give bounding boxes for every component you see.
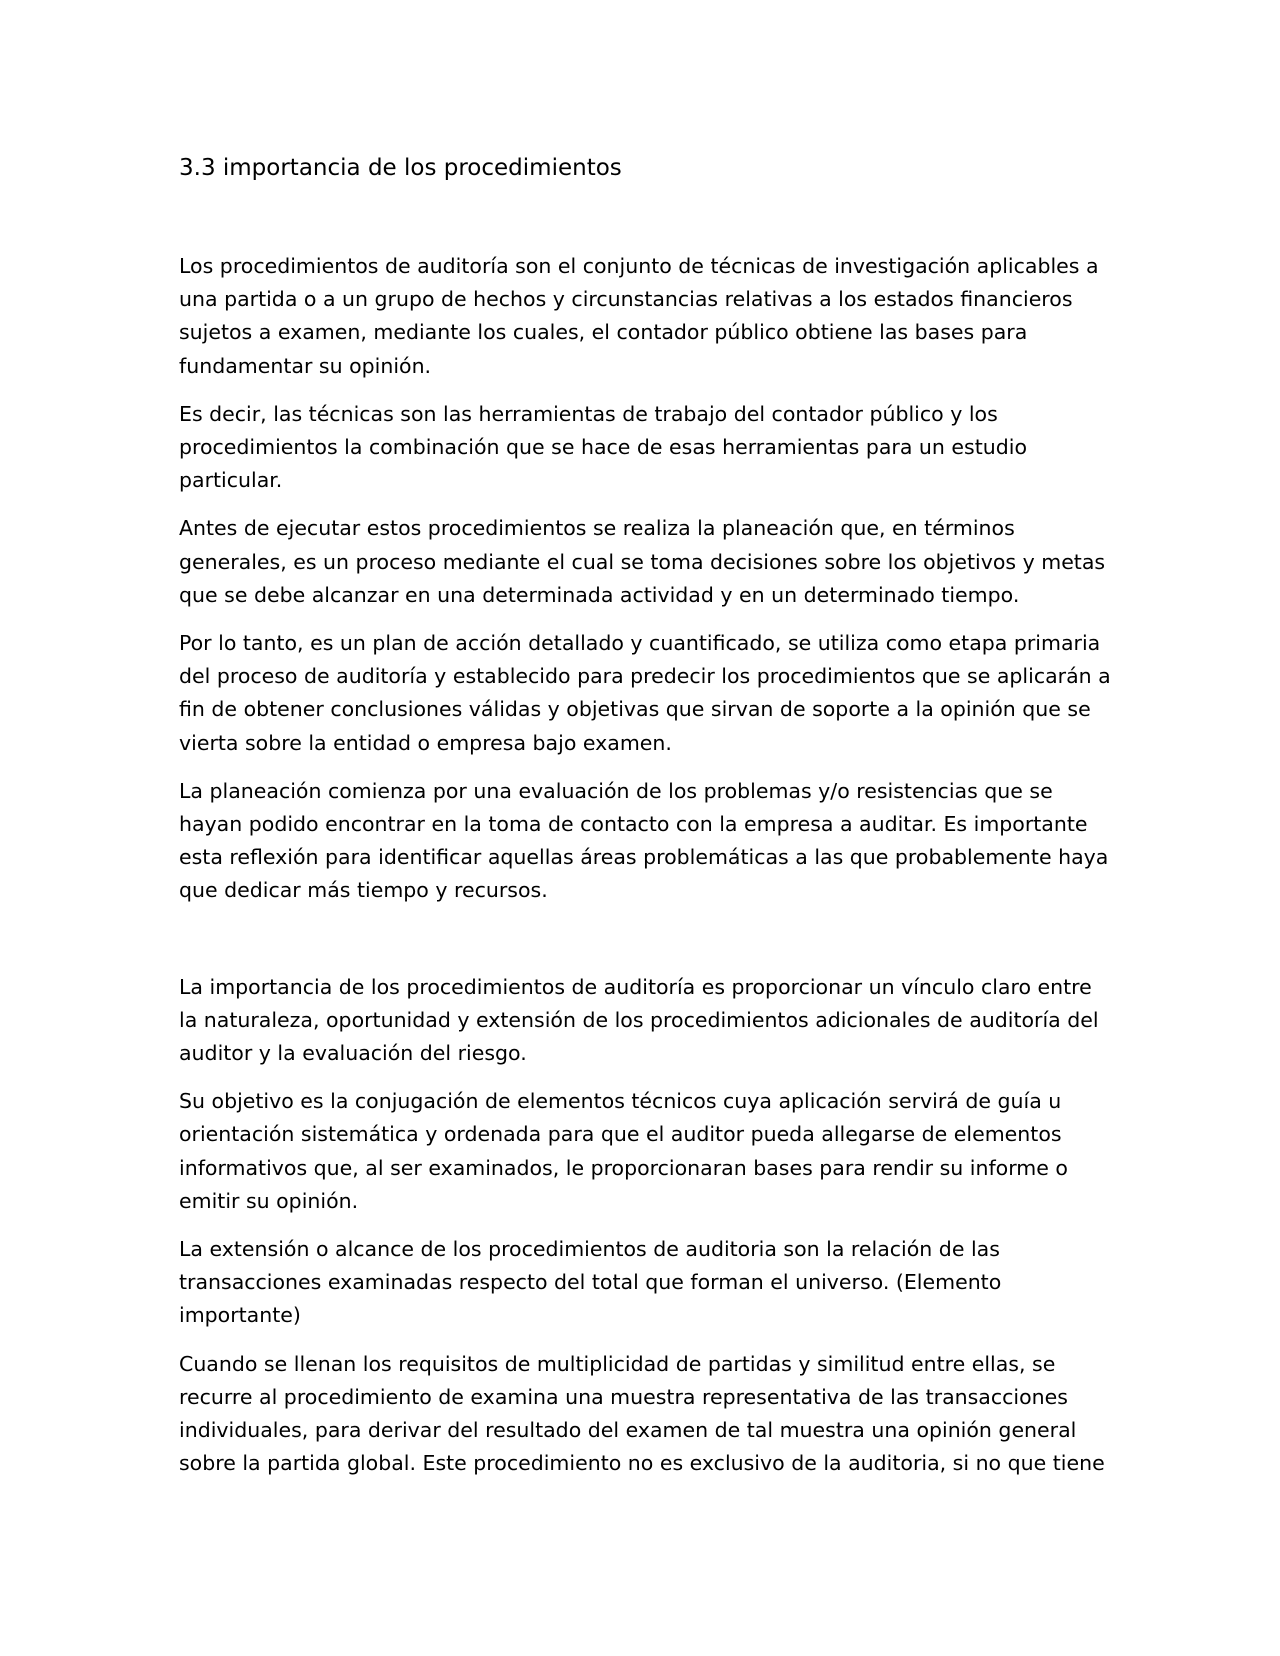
- text-line: del proceso de auditoría y establecido para predecir los procedimientos que se aplicarán a: [179, 664, 1111, 689]
- text-line: informativos que, al ser examinados, le proporcionaran bases para rendir su informe o: [179, 1155, 1068, 1180]
- text-line: Los procedimientos de auditoría son el conjunto de técnicas de investigación aplicables a: [179, 254, 1099, 278]
- paragraph-planning: [179, 512, 1124, 612]
- paragraph-spacer: [179, 923, 1124, 971]
- text-line: particular.: [179, 468, 283, 493]
- text-line: procedimientos la combinación que se hace de esas herramientas para un estudio: [179, 435, 1027, 460]
- paragraph-planning-evaluation: [179, 775, 1124, 908]
- paragraph-extent-scope: [179, 1233, 1124, 1333]
- document-heading: 3.3 importancia de los procedimientos: [179, 155, 622, 181]
- text-line: vierta sobre la entidad o empresa bajo examen.: [179, 730, 672, 755]
- text-line: recurre al procedimiento de examina una muestra representativa de las transacciones: [179, 1384, 1068, 1409]
- text-line: La planeación comienza por una evaluación de los problemas y/o resistencias que se: [179, 778, 1053, 803]
- text-line: que se debe alcanzar en una determinada actividad y en un determinado tiempo.: [179, 582, 1020, 607]
- text-line: individuales, para derivar del resultado del examen de tal muestra una opinión general: [179, 1418, 1077, 1443]
- text-line: la naturaleza, oportunidad y extensión de los procedimientos adicionales de auditoría del: [179, 1007, 1099, 1032]
- text-line: generales, es un proceso mediante el cual se toma decisiones sobre los objetivos y metas: [179, 549, 1106, 574]
- text-line: fin de obtener conclusiones válidas y objetivas que sirvan de soporte a la opinión que se: [179, 697, 1091, 722]
- text-line: transacciones examinadas respecto del total que forman el universo. (Elemento: [179, 1270, 1002, 1295]
- text-line: fundamentar su opinión.: [179, 353, 432, 378]
- text-line: auditor y la evaluación del riesgo.: [179, 1041, 527, 1066]
- text-line: esta reflexión para identificar aquellas áreas problemáticas a las que probablemente haya: [179, 845, 1109, 870]
- text-line: una partida o a un grupo de hechos y circunstancias relativas a los estados financieros: [179, 287, 1073, 312]
- text-line: Su objetivo es la conjugación de elementos técnicos cuya aplicación servirá de guía u: [179, 1089, 1062, 1114]
- text-line: sobre la partida global. Este procedimiento no es exclusivo de la auditoria, si no que tiene: [179, 1451, 1105, 1476]
- text-line: que dedicar más tiempo y recursos.: [179, 878, 548, 903]
- text-line: emitir su opinión.: [179, 1188, 359, 1213]
- text-line: Por lo tanto, es un plan de acción detallado y cuantificado, se utiliza como etapa primaria: [179, 631, 1101, 656]
- paragraph-objective: [179, 1085, 1124, 1218]
- paragraph-techniques-vs-procedures: [179, 398, 1124, 498]
- text-line: importante): [179, 1303, 301, 1328]
- text-line: Antes de ejecutar estos procedimientos se realiza la planeación que, en términos: [179, 516, 1015, 541]
- text-line: Es decir, las técnicas son las herramientas de trabajo del contador público y los: [179, 401, 998, 426]
- text-line: La importancia de los procedimientos de auditoría es proporcionar un vínculo claro entre: [179, 974, 1092, 999]
- text-line: orientación sistemática y ordenada para que el auditor pueda allegarse de elementos: [179, 1122, 1062, 1147]
- paragraph-sampling: [179, 1348, 1124, 1481]
- text-line: La extensión o alcance de los procedimientos de auditoria son la relación de las: [179, 1237, 1000, 1262]
- text-line: Cuando se llenan los requisitos de multiplicidad de partidas y similitud entre ellas, se: [179, 1351, 1056, 1376]
- text-line: sujetos a examen, mediante los cuales, el contador público obtiene las bases para: [179, 320, 1028, 345]
- text-line: hayan podido encontrar en la toma de contacto con la empresa a auditar. Es importante: [179, 812, 1088, 837]
- paragraph-importance: [179, 971, 1124, 1071]
- paragraph-action-plan: [179, 627, 1124, 760]
- document-body: [179, 250, 1124, 1496]
- paragraph-audit-procedures-definition: [179, 250, 1124, 383]
